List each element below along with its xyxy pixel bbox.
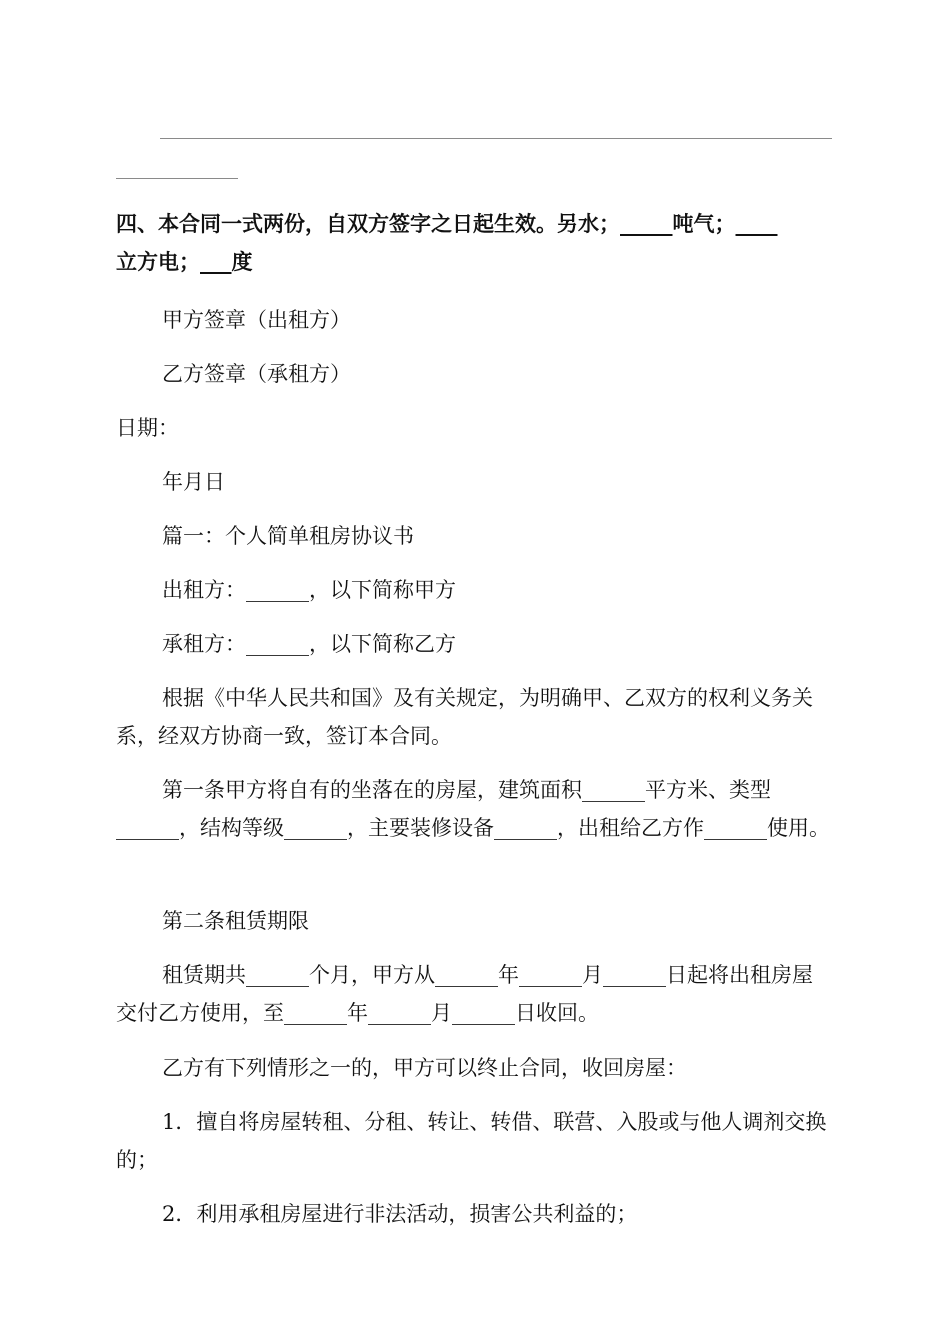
lessee-line: 承租方：______，以下简称乙方 bbox=[162, 632, 456, 656]
clause-four-line2: 立方电；___度 bbox=[116, 250, 253, 274]
date-value: 年月日 bbox=[162, 470, 225, 494]
clause-one-paragraph: 第一条甲方将自有的坐落在的房屋，建筑面积______平方米、类型______，结构等级______，主要装修设备______，出租给乙方作______使用。 bbox=[116, 778, 830, 840]
party-b-signature: 乙方签章（承租方） bbox=[162, 362, 351, 386]
termination-item-2: 2．利用承租房屋进行非法活动，损害公共利益的； bbox=[162, 1202, 638, 1226]
clause-two-title: 第二条租赁期限 bbox=[162, 909, 309, 933]
termination-intro: 乙方有下列情形之一的，甲方可以终止合同，收回房屋： bbox=[162, 1056, 687, 1080]
clause-four-line1: 四、本合同一式两份，自双方签字之日起生效。另水；_____吨气；____ bbox=[116, 212, 778, 236]
article-title: 篇一：个人简单租房协议书 bbox=[162, 524, 414, 548]
preamble-paragraph: 根据《中华人民共和国》及有关规定，为明确甲、乙双方的权利义务关系，经双方协商一致，签订本合同。 bbox=[116, 686, 813, 748]
date-label: 日期： bbox=[116, 416, 179, 440]
horizontal-rule bbox=[160, 138, 832, 139]
termination-item-1: 1．擅自将房屋转租、分租、转让、转借、联营、入股或与他人调剂交换的； bbox=[116, 1110, 827, 1172]
short-rule bbox=[116, 178, 238, 179]
clause-two-paragraph: 租赁期共______个月，甲方从______年______月______日起将出租房屋交付乙方使用，至______年______月______日收回。 bbox=[116, 963, 813, 1025]
lessor-line: 出租方：______，以下简称甲方 bbox=[162, 578, 456, 602]
party-a-signature: 甲方签章（出租方） bbox=[162, 308, 351, 332]
